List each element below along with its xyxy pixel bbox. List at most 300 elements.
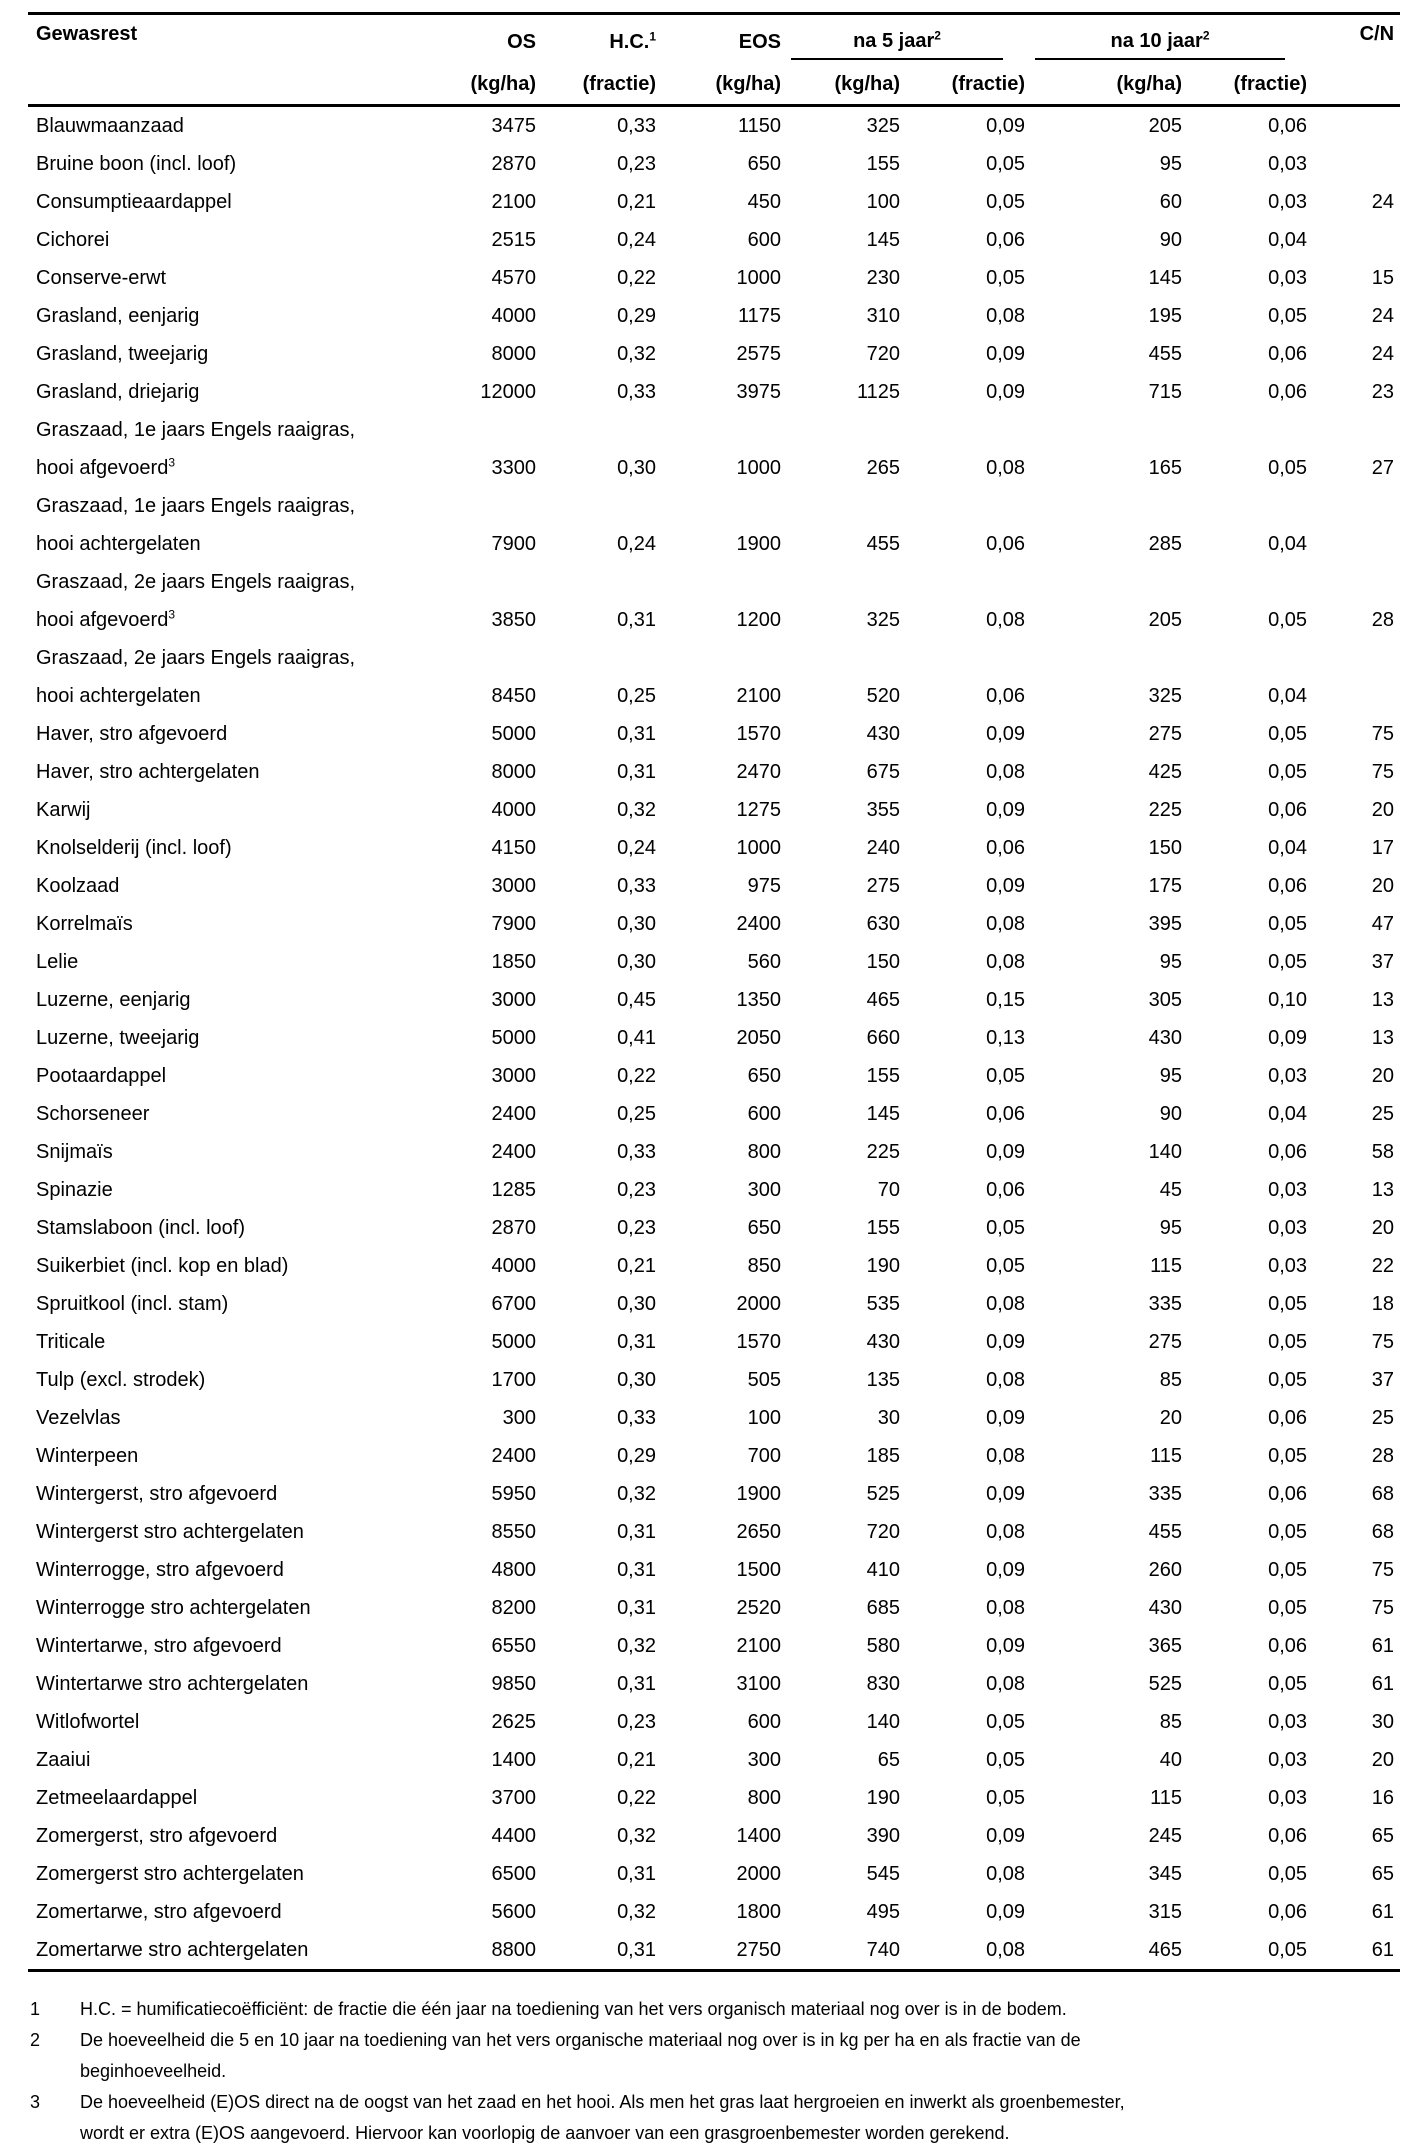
cell-gewasrest: Triticale [36,1331,106,1353]
cell-na5-fractie: 0,05 [986,1217,1026,1239]
cell-na10-kg: 45 [1159,1179,1183,1201]
cell-na10-kg: 715 [1148,381,1183,403]
cell-hc: 0,25 [617,685,656,707]
cell-cn: 61 [1371,1635,1395,1657]
cell-hc: 0,45 [617,989,656,1011]
cell-cn: 61 [1371,1673,1395,1695]
cell-na10-fractie: 0,06 [1268,343,1308,365]
cell-na5-kg: 525 [866,1483,900,1505]
cell-na5-fractie: 0,08 [986,1863,1026,1885]
cell-cn: 75 [1371,761,1395,783]
cell-na5-fractie: 0,08 [986,1597,1026,1619]
cell-na10-kg: 275 [1148,723,1183,745]
cell-na10-fractie: 0,06 [1268,799,1308,821]
cell-na10-fractie: 0,05 [1268,1863,1308,1885]
table-row [28,1323,1400,1361]
cell-na5-kg: 325 [866,115,900,137]
cell-na5-fractie: 0,05 [986,1787,1026,1809]
cell-na10-kg: 430 [1148,1597,1183,1619]
cell-na5-kg: 145 [866,1103,900,1125]
cell-hc: 0,24 [617,533,656,555]
cell-na5-fractie: 0,06 [986,533,1026,555]
cell-na10-fractie: 0,03 [1268,1179,1308,1201]
table-row [28,106,1400,146]
cell-hc: 0,25 [617,1103,656,1125]
table-row [28,221,1400,259]
table-row [28,1817,1400,1855]
footnote [28,1994,1400,2025]
cell-gewasrest: Karwij [36,799,91,821]
cell-na10-kg: 260 [1148,1559,1183,1581]
cell-cn: 28 [1371,1445,1395,1467]
cell-gewasrest: Winterpeen [36,1445,139,1467]
cell-na5-kg: 275 [866,875,900,897]
cell-cn: 23 [1371,381,1395,403]
table-row [28,1171,1400,1209]
cell-eos: 1200 [736,609,781,631]
cell-cn: 37 [1371,1369,1395,1391]
cell-na5-fractie: 0,06 [986,837,1026,859]
cell-na10-kg: 525 [1148,1673,1183,1695]
cell-eos: 2750 [736,1939,781,1961]
cell-na10-fractie: 0,03 [1268,191,1308,213]
cell-os: 2400 [491,1141,536,1163]
cell-na5-fractie: 0,09 [986,1407,1026,1429]
cell-eos: 1500 [736,1559,781,1581]
cell-na5-fractie: 0,08 [986,305,1026,327]
cell-gewasrest: Suikerbiet (incl. kop en blad) [36,1255,289,1277]
cell-na5-kg: 310 [866,305,900,327]
cell-gewasrest: Lelie [36,951,79,973]
cell-cn: 58 [1371,1141,1395,1163]
cell-na5-fractie: 0,08 [986,913,1026,935]
cell-na5-kg: 630 [866,913,900,935]
cell-na5-kg: 545 [866,1863,900,1885]
cell-na5-fractie: 0,08 [986,951,1026,973]
footnote-line: beginhoeveelheid. [80,2061,227,2081]
cell-na5-kg: 325 [866,609,900,631]
cell-eos: 2400 [736,913,781,935]
cell-na5-fractie: 0,08 [986,1521,1026,1543]
cell-na10-kg: 140 [1148,1141,1183,1163]
cell-gewasrest: Zomertarwe, stro afgevoerd [36,1901,282,1923]
cell-os: 6500 [491,1863,536,1885]
cell-na5-fractie: 0,08 [986,457,1026,479]
cell-na10-fractie: 0,05 [1268,1331,1308,1353]
cell-na5-kg: 230 [866,267,900,289]
cell-hc: 0,31 [617,723,656,745]
cell-eos: 850 [747,1255,781,1277]
cell-na10-kg: 335 [1148,1293,1183,1315]
unit-eos: (kg/ha) [715,73,781,95]
cell-na5-fractie: 0,09 [986,1483,1026,1505]
cell-na10-kg: 335 [1148,1483,1183,1505]
cell-gewasrest: Haver, stro achtergelaten [36,761,260,783]
cell-cn: 16 [1371,1787,1395,1809]
cell-na5-kg: 430 [866,1331,900,1353]
cell-na10-fractie: 0,06 [1268,1141,1308,1163]
table-row [28,943,1400,981]
cell-gewasrest: Snijmaïs [36,1141,113,1163]
cell-na5-fractie: 0,13 [986,1027,1026,1049]
cell-eos: 800 [747,1787,781,1809]
cell-os: 8200 [491,1597,536,1619]
cell-gewasrest: Graszaad, 2e jaars Engels raaigras, hooi achtergelaten [36,647,356,707]
cell-na5-fractie: 0,05 [986,153,1026,175]
cell-os: 4000 [491,305,536,327]
cell-os: 8800 [491,1939,536,1961]
header-hc: H.C.$^1$ [609,28,656,53]
cell-na10-kg: 145 [1148,267,1183,289]
unit-na5-kg: (kg/ha) [834,73,900,95]
cell-gewasrest: Grasland, driejarig [36,381,200,403]
cell-cn: 75 [1371,1597,1395,1619]
cell-hc: 0,24 [617,837,656,859]
table-body [28,106,1400,1971]
cell-cn: 68 [1371,1483,1395,1505]
cell-os: 7900 [491,533,536,555]
cell-os: 3300 [491,457,536,479]
cell-eos: 2100 [736,685,781,707]
cell-na5-fractie: 0,09 [986,723,1026,745]
cell-cn: 68 [1371,1521,1395,1543]
table-row [28,1437,1400,1475]
cell-cn: 65 [1371,1825,1395,1847]
cell-na10-fractie: 0,10 [1268,989,1308,1011]
cell-cn: 65 [1371,1863,1395,1885]
cell-gewasrest: Korrelmaïs [36,913,133,935]
footnote-ref-3: 3 [168,607,176,622]
cell-eos: 1000 [736,837,781,859]
cell-na5-kg: 455 [866,533,900,555]
cell-cn: 75 [1371,1331,1395,1353]
cell-na5-fractie: 0,09 [986,1901,1026,1923]
cell-eos: 650 [747,1065,781,1087]
cell-os: 6700 [491,1293,536,1315]
cell-na5-kg: 135 [866,1369,900,1391]
cell-na5-fractie: 0,05 [986,191,1026,213]
cell-eos: 300 [747,1749,781,1771]
cell-na5-kg: 535 [866,1293,900,1315]
cell-na10-fractie: 0,05 [1268,1597,1308,1619]
table-header [28,14,1400,106]
cell-gewasrest: Conserve-erwt [36,267,167,289]
cell-gewasrest: Consumptieaardappel [36,191,232,213]
cell-gewasrest: Graszaad, 1e jaars Engels raaigras, hooi afgevoerd$^3$ [36,419,356,479]
cell-na5-kg: 70 [877,1179,900,1201]
cell-na10-kg: 90 [1159,229,1183,251]
cell-eos: 1570 [736,1331,781,1353]
cell-na5-fractie: 0,08 [986,1369,1026,1391]
cell-cn: 37 [1371,951,1395,973]
cell-os: 300 [502,1407,536,1429]
cell-cn: 22 [1371,1255,1395,1277]
cell-os: 5000 [491,1027,536,1049]
cell-cn: 24 [1371,191,1395,213]
cell-gewasrest: Wintertarwe stro achtergelaten [36,1673,309,1695]
cell-na10-fractie: 0,05 [1268,723,1308,745]
footnote-ref-2: 2 [934,27,941,42]
cell-hc: 0,33 [617,875,656,897]
cell-eos: 1000 [736,267,781,289]
cell-hc: 0,31 [617,609,656,631]
cell-na5-kg: 100 [866,191,900,213]
cell-na5-fractie: 0,09 [986,1825,1026,1847]
cell-hc: 0,32 [617,1635,656,1657]
cell-hc: 0,30 [617,951,656,973]
cell-na5-fractie: 0,09 [986,1559,1026,1581]
header-row-titles [28,14,1400,64]
cell-cn: 75 [1371,1559,1395,1581]
cell-eos: 2575 [736,343,781,365]
cell-na5-fractie: 0,05 [986,267,1026,289]
cell-na10-fractie: 0,03 [1268,1065,1308,1087]
cell-hc: 0,33 [617,115,656,137]
cell-cn: 20 [1371,875,1395,897]
cell-na5-kg: 265 [866,457,900,479]
cell-na10-kg: 175 [1148,875,1183,897]
cell-os: 1850 [491,951,536,973]
cell-na5-kg: 150 [866,951,900,973]
cell-na5-kg: 65 [877,1749,900,1771]
cell-cn: 61 [1371,1901,1395,1923]
cell-os: 5950 [491,1483,536,1505]
cell-na5-kg: 140 [866,1711,900,1733]
cell-na5-fractie: 0,08 [986,761,1026,783]
footnote-ref-3: 3 [168,455,176,470]
cell-eos: 450 [747,191,781,213]
cell-na10-fractie: 0,06 [1268,1483,1308,1505]
table-row [28,791,1400,829]
cell-na5-fractie: 0,05 [986,1711,1026,1733]
cell-os: 2870 [491,1217,536,1239]
cell-hc: 0,21 [617,191,656,213]
table-row [28,297,1400,335]
cell-os: 2870 [491,153,536,175]
cell-os: 5000 [491,723,536,745]
cell-os: 3850 [491,609,536,631]
cell-na5-fractie: 0,08 [986,1293,1026,1315]
cell-na5-fractie: 0,09 [986,799,1026,821]
cell-hc: 0,31 [617,1673,656,1695]
table-row [28,867,1400,905]
cell-eos: 700 [747,1445,781,1467]
cell-na10-fractie: 0,05 [1268,305,1308,327]
cell-na5-kg: 225 [866,1141,900,1163]
cell-na10-fractie: 0,05 [1268,951,1308,973]
cell-na5-fractie: 0,09 [986,875,1026,897]
cell-gewasrest: Grasland, tweejarig [36,343,209,365]
cell-hc: 0,33 [617,1407,656,1429]
cell-na10-fractie: 0,06 [1268,875,1308,897]
cell-na5-fractie: 0,09 [986,115,1026,137]
gewasrest-table [28,12,1400,1972]
unit-na5-fractie: (fractie) [951,73,1026,95]
table-row [28,829,1400,867]
cell-os: 4400 [491,1825,536,1847]
cell-na5-kg: 465 [866,989,900,1011]
cell-na10-kg: 85 [1159,1711,1183,1733]
unit-hc: (fractie) [582,73,656,95]
cell-na10-kg: 115 [1150,1787,1183,1809]
cell-na10-kg: 195 [1148,305,1183,327]
table-row [28,1665,1400,1703]
cell-na5-kg: 1125 [856,381,900,403]
cell-eos: 1275 [736,799,781,821]
cell-na10-fractie: 0,03 [1268,1255,1308,1277]
cell-na10-kg: 225 [1148,799,1183,821]
cell-hc: 0,32 [617,1483,656,1505]
cell-hc: 0,31 [617,1597,656,1619]
cell-cn: 20 [1371,1217,1395,1239]
cell-hc: 0,33 [617,1141,656,1163]
cell-cn: 24 [1371,305,1395,327]
cell-gewasrest: Wintergerst stro achtergelaten [36,1521,304,1543]
cell-hc: 0,31 [617,1863,656,1885]
cell-os: 4570 [491,267,536,289]
unit-na10-fractie: (fractie) [1233,73,1308,95]
cell-cn [1307,145,1400,183]
cell-na5-kg: 355 [866,799,900,821]
cell-gewasrest: Zetmeelaardappel [36,1787,198,1809]
table-row [28,145,1400,183]
cell-cn: 30 [1371,1711,1395,1733]
cell-na10-fractie: 0,05 [1268,1445,1308,1467]
cell-na10-kg: 40 [1159,1749,1183,1771]
table-row [28,905,1400,943]
cell-eos: 1150 [737,115,781,137]
cell-hc: 0,30 [617,1293,656,1315]
table-row [28,1361,1400,1399]
cell-na5-fractie: 0,09 [986,1331,1026,1353]
cell-na5-fractie: 0,06 [986,229,1026,251]
cell-na5-fractie: 0,09 [986,381,1026,403]
cell-na10-fractie: 0,03 [1268,1787,1308,1809]
cell-na10-fractie: 0,05 [1268,1293,1308,1315]
header-os: OS [507,30,536,53]
cell-na10-fractie: 0,04 [1268,229,1308,251]
cell-cn: 17 [1371,837,1395,859]
cell-gewasrest: Stamslaboon (incl. loof) [36,1217,245,1239]
cell-cn: 18 [1371,1293,1395,1315]
cell-eos: 600 [747,1711,781,1733]
cell-eos: 600 [747,229,781,251]
cell-eos: 650 [747,153,781,175]
cell-na10-fractie: 0,04 [1268,533,1308,555]
cell-cn: 25 [1371,1407,1395,1429]
header-group-na-10-jaar: na 10 jaar$^2$ [1025,14,1307,64]
cell-na10-kg: 365 [1148,1635,1183,1657]
cell-hc: 0,32 [617,343,656,365]
cell-na10-fractie: 0,09 [1268,1027,1308,1049]
table-row [28,563,1400,639]
cell-gewasrest: Vezelvlas [36,1407,121,1429]
cell-os: 2400 [491,1445,536,1467]
cell-hc: 0,29 [617,1445,656,1467]
cell-hc: 0,21 [617,1255,656,1277]
footnote-number: 2 [30,2030,41,2050]
cell-eos: 2050 [736,1027,781,1049]
cell-eos: 2650 [736,1521,781,1543]
cell-os: 8450 [491,685,536,707]
footnote-text [80,2025,1400,2087]
cell-cn [1307,487,1400,563]
cell-na5-kg: 830 [866,1673,900,1695]
cell-eos: 2000 [736,1293,781,1315]
footnote-line: De hoeveelheid (E)OS direct na de oogst van het zaad en het hooi. Als men het gras laat hergroeien en inwerkt als groenbemester, [80,2092,1125,2112]
cell-os: 4000 [491,1255,536,1277]
cell-os: 12000 [480,381,536,403]
cell-os: 3000 [491,1065,536,1087]
cell-na10-kg: 95 [1159,153,1183,175]
cell-eos: 1900 [736,533,781,555]
footnote-ref-1: 1 [649,28,656,43]
cell-os: 1400 [491,1749,536,1771]
cell-na5-kg: 145 [866,229,900,251]
cell-hc: 0,29 [617,305,656,327]
cell-hc: 0,32 [617,1825,656,1847]
cell-eos: 2520 [736,1597,781,1619]
cell-na5-kg: 390 [866,1825,900,1847]
cell-os: 6550 [491,1635,536,1657]
cell-hc: 0,30 [617,913,656,935]
cell-na10-kg: 245 [1148,1825,1183,1847]
table-row [28,639,1400,715]
cell-na10-kg: 20 [1159,1407,1183,1429]
cell-cn: 13 [1371,1027,1395,1049]
cell-hc: 0,31 [617,761,656,783]
cell-eos: 2000 [736,1863,781,1885]
cell-na10-kg: 285 [1148,533,1183,555]
cell-hc: 0,31 [617,1331,656,1353]
cell-gewasrest: Zomertarwe stro achtergelaten [36,1939,309,1961]
cell-na10-fractie: 0,06 [1268,1407,1308,1429]
cell-eos: 1175 [737,305,781,327]
table-row [28,1285,1400,1323]
cell-cn: 75 [1371,723,1395,745]
cell-hc: 0,24 [617,229,656,251]
cell-gewasrest: Graszaad, 1e jaars Engels raaigras, hooi achtergelaten [36,495,356,555]
unit-na10-kg: (kg/ha) [1116,73,1183,95]
cell-hc: 0,31 [617,1521,656,1543]
cell-eos: 100 [747,1407,781,1429]
cell-os: 4800 [491,1559,536,1581]
table-row [28,335,1400,373]
unit-os: (kg/ha) [470,73,536,95]
cell-na5-kg: 675 [866,761,900,783]
cell-eos: 1900 [736,1483,781,1505]
cell-eos: 3100 [736,1673,781,1695]
cell-eos: 1000 [736,457,781,479]
cell-eos: 650 [747,1217,781,1239]
cell-eos: 1400 [736,1825,781,1847]
cell-gewasrest: Zomergerst, stro afgevoerd [36,1825,278,1847]
cell-cn: 61 [1371,1939,1395,1961]
cell-os: 8000 [491,761,536,783]
cell-na10-kg: 205 [1148,609,1183,631]
cell-hc: 0,32 [617,1901,656,1923]
cell-hc: 0,23 [617,1179,656,1201]
cell-na10-kg: 95 [1159,1065,1183,1087]
cell-hc: 0,22 [617,267,656,289]
cell-os: 2515 [491,229,536,251]
cell-cn: 20 [1371,1749,1395,1771]
cell-cn: 13 [1371,1179,1395,1201]
cell-gewasrest: Graszaad, 2e jaars Engels raaigras, hooi afgevoerd$^3$ [36,571,356,631]
cell-na5-fractie: 0,09 [986,343,1026,365]
cell-cn: 25 [1371,1103,1395,1125]
table-row [28,1551,1400,1589]
